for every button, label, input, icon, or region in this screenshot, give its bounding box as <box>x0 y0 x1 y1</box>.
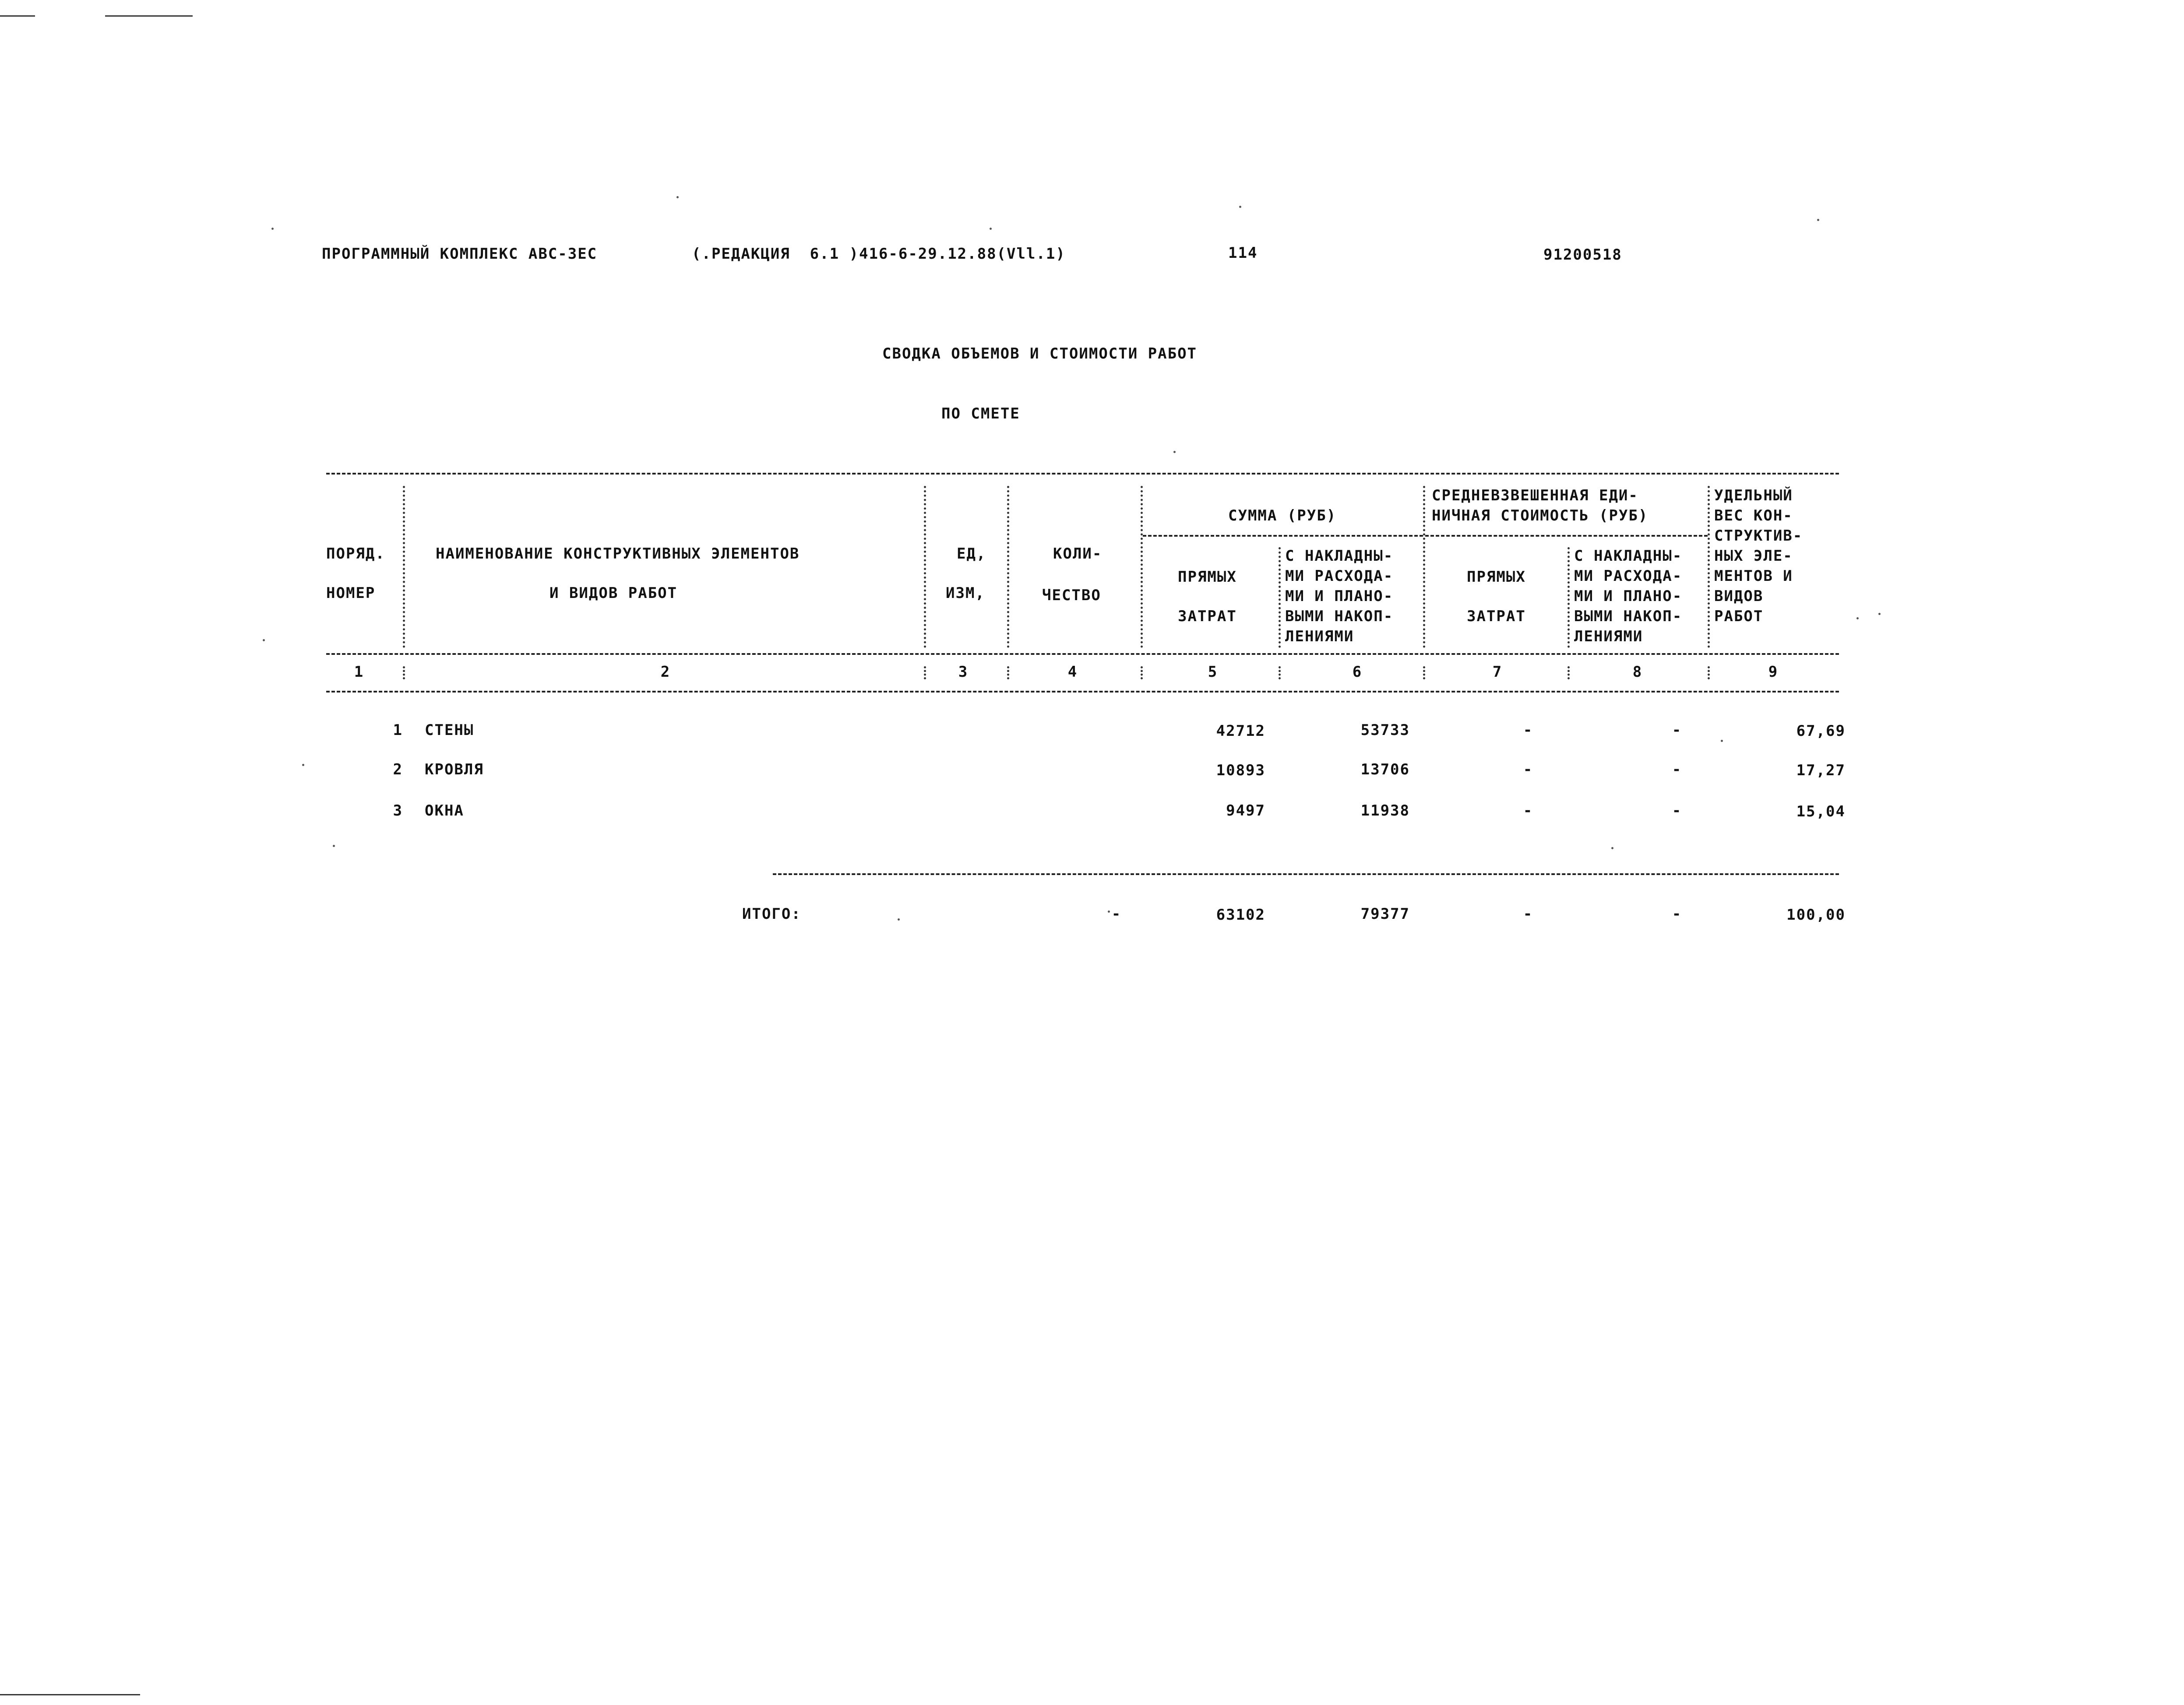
header-direct-line1: ПРЯМЫХ <box>1178 568 1237 586</box>
scan-speck <box>1856 617 1859 619</box>
header-overhead-line2: МИ РАСХОДА- <box>1285 567 1394 585</box>
header-share-line3: СТРУКТИВ- <box>1714 527 1803 545</box>
header-avg-overhead-line3: МИ И ПЛАНО- <box>1574 587 1683 605</box>
header-avg-group-line2: НИЧНАЯ СТОИМОСТЬ (РУБ) <box>1432 507 1649 524</box>
num-row-sep-5 <box>1279 666 1281 679</box>
num-row-sep-3 <box>1007 666 1009 679</box>
num-row-sep-8 <box>1708 666 1710 679</box>
col-separator-4 <box>1141 486 1143 648</box>
header-avg-overhead-line4: ВЫМИ НАКОП- <box>1574 608 1683 625</box>
total-label: ИТОГО: <box>742 905 801 923</box>
edition-info: (.РЕДАКЦИЯ 6.1 )416-6-29.12.88(Vll.1) <box>692 245 1066 263</box>
total-separator <box>773 873 1839 875</box>
header-overhead-line3: МИ И ПЛАНО- <box>1285 587 1394 605</box>
col-separator-7 <box>1568 547 1570 648</box>
header-name-line1: НАИМЕНОВАНИЕ КОНСТРУКТИВНЫХ ЭЛЕМЕНТОВ <box>436 545 800 562</box>
row-2-name: КРОВЛЯ <box>425 761 484 778</box>
header-bottom-border <box>326 653 1839 655</box>
header-overhead-line1: С НАКЛАДНЫ- <box>1285 547 1394 565</box>
header-order-line2: НОМЕР <box>326 584 376 602</box>
total-quantity: - <box>1111 905 1122 923</box>
total-overhead: 79377 <box>1360 905 1410 923</box>
header-avg-overhead-line2: МИ РАСХОДА- <box>1574 567 1683 585</box>
document-title: СВОДКА ОБЪЕМОВ И СТОИМОСТИ РАБОТ <box>882 345 1198 362</box>
num-row-sep-1 <box>403 666 405 679</box>
header-quantity-line2: ЧЕСТВО <box>1042 587 1101 604</box>
header-name-line2: И ВИДОВ РАБОТ <box>550 584 678 602</box>
scan-artifact-top <box>0 15 35 17</box>
page-number: 114 <box>1228 244 1258 262</box>
header-overhead-line5: ЛЕНИЯМИ <box>1285 628 1354 645</box>
row-2-avg-overhead: - <box>1672 761 1682 778</box>
avg-group-divider <box>1425 535 1708 537</box>
row-3-avg-overhead: - <box>1672 802 1682 819</box>
scan-speck <box>1173 451 1176 453</box>
row-2-share: 17,27 <box>1796 762 1846 779</box>
row-3-avg-direct: - <box>1523 802 1533 819</box>
col-number-9: 9 <box>1768 663 1779 681</box>
program-name: ПРОГРАММНЫЙ КОМПЛЕКС АВС-ЗЕС <box>322 245 598 263</box>
row-1-avg-direct: - <box>1523 721 1533 739</box>
col-number-1: 1 <box>354 663 364 681</box>
scan-speck <box>1239 206 1241 208</box>
num-row-sep-4 <box>1141 666 1143 679</box>
scan-speck <box>676 196 679 198</box>
header-share-line7: РАБОТ <box>1714 608 1764 625</box>
num-row-sep-6 <box>1423 666 1425 679</box>
header-share-line6: ВИДОВ <box>1714 587 1764 605</box>
header-share-line4: НЫХ ЭЛЕ- <box>1714 547 1793 565</box>
header-overhead-line4: ВЫМИ НАКОП- <box>1285 608 1394 625</box>
row-2-avg-direct: - <box>1523 761 1533 778</box>
row-1-direct: 42712 <box>1216 722 1265 740</box>
scan-speck <box>990 228 992 230</box>
header-avg-overhead-line5: ЛЕНИЯМИ <box>1574 628 1643 645</box>
row-1-name: СТЕНЫ <box>425 721 474 739</box>
scan-speck <box>302 764 304 766</box>
sum-group-divider <box>1143 535 1423 537</box>
header-share-line5: МЕНТОВ И <box>1714 567 1793 585</box>
row-3-share: 15,04 <box>1796 803 1846 820</box>
scan-speck <box>1721 740 1723 742</box>
col-separator-3 <box>1007 486 1009 648</box>
col-number-7: 7 <box>1492 663 1503 681</box>
row-1-avg-overhead: - <box>1672 721 1682 739</box>
row-3-direct: 9497 <box>1226 802 1265 819</box>
header-unit-line1: ЕД, <box>957 545 986 562</box>
document-code: 91200518 <box>1543 246 1622 264</box>
scan-speck <box>1878 613 1881 615</box>
row-2-num: 2 <box>393 761 403 778</box>
row-3-num: 3 <box>393 802 403 819</box>
header-avg-overhead-line1: С НАКЛАДНЫ- <box>1574 547 1683 565</box>
total-share: 100,00 <box>1786 906 1846 924</box>
scan-speck <box>1108 911 1110 913</box>
total-direct: 63102 <box>1216 906 1265 924</box>
col-number-3: 3 <box>958 663 969 681</box>
row-1-overhead: 53733 <box>1360 721 1410 739</box>
total-avg-direct: - <box>1523 905 1533 923</box>
header-share-line1: УДЕЛЬНЫЙ <box>1714 487 1793 504</box>
col-number-6: 6 <box>1352 663 1363 681</box>
col-number-2: 2 <box>660 663 671 681</box>
scan-speck <box>1817 219 1819 221</box>
scan-speck <box>271 228 274 230</box>
total-avg-overhead: - <box>1672 905 1682 923</box>
col-separator-5 <box>1279 547 1281 648</box>
header-sum-group: СУММА (РУБ) <box>1228 507 1337 524</box>
header-order-line1: ПОРЯД. <box>326 545 385 562</box>
col-number-8: 8 <box>1632 663 1643 681</box>
col-separator-2 <box>924 486 926 648</box>
row-2-overhead: 13706 <box>1360 761 1410 778</box>
col-separator-8 <box>1708 486 1710 648</box>
header-direct-line2: ЗАТРАТ <box>1178 608 1237 625</box>
scan-speck <box>333 845 335 847</box>
number-row-bottom-border <box>326 691 1839 693</box>
col-separator-6 <box>1423 486 1425 648</box>
header-unit-line2: ИЗМ, <box>946 584 985 602</box>
col-number-4: 4 <box>1067 663 1078 681</box>
header-avg-group-line1: СРЕДНЕВЗВЕШЕННАЯ ЕДИ- <box>1432 487 1638 504</box>
num-row-sep-2 <box>924 666 926 679</box>
header-quantity-line1: КОЛИ- <box>1053 545 1103 562</box>
scan-speck <box>263 639 265 641</box>
header-avg-direct-line1: ПРЯМЫХ <box>1467 568 1526 586</box>
header-share-line2: ВЕС КОН- <box>1714 507 1793 524</box>
scan-artifact-bottom <box>0 1694 140 1695</box>
scan-speck <box>1611 847 1613 849</box>
row-3-name: ОКНА <box>425 802 464 819</box>
document-subtitle: ПО СМЕТЕ <box>941 405 1020 422</box>
row-1-share: 67,69 <box>1796 722 1846 740</box>
row-1-num: 1 <box>393 721 403 739</box>
header-avg-direct-line2: ЗАТРАТ <box>1467 608 1526 625</box>
col-number-5: 5 <box>1208 663 1218 681</box>
row-3-overhead: 11938 <box>1360 802 1410 819</box>
table-top-border <box>326 473 1839 475</box>
scan-artifact-top-2 <box>105 15 193 17</box>
scan-speck <box>898 918 900 921</box>
col-separator-1 <box>403 486 405 648</box>
row-2-direct: 10893 <box>1216 762 1265 779</box>
num-row-sep-7 <box>1568 666 1570 679</box>
